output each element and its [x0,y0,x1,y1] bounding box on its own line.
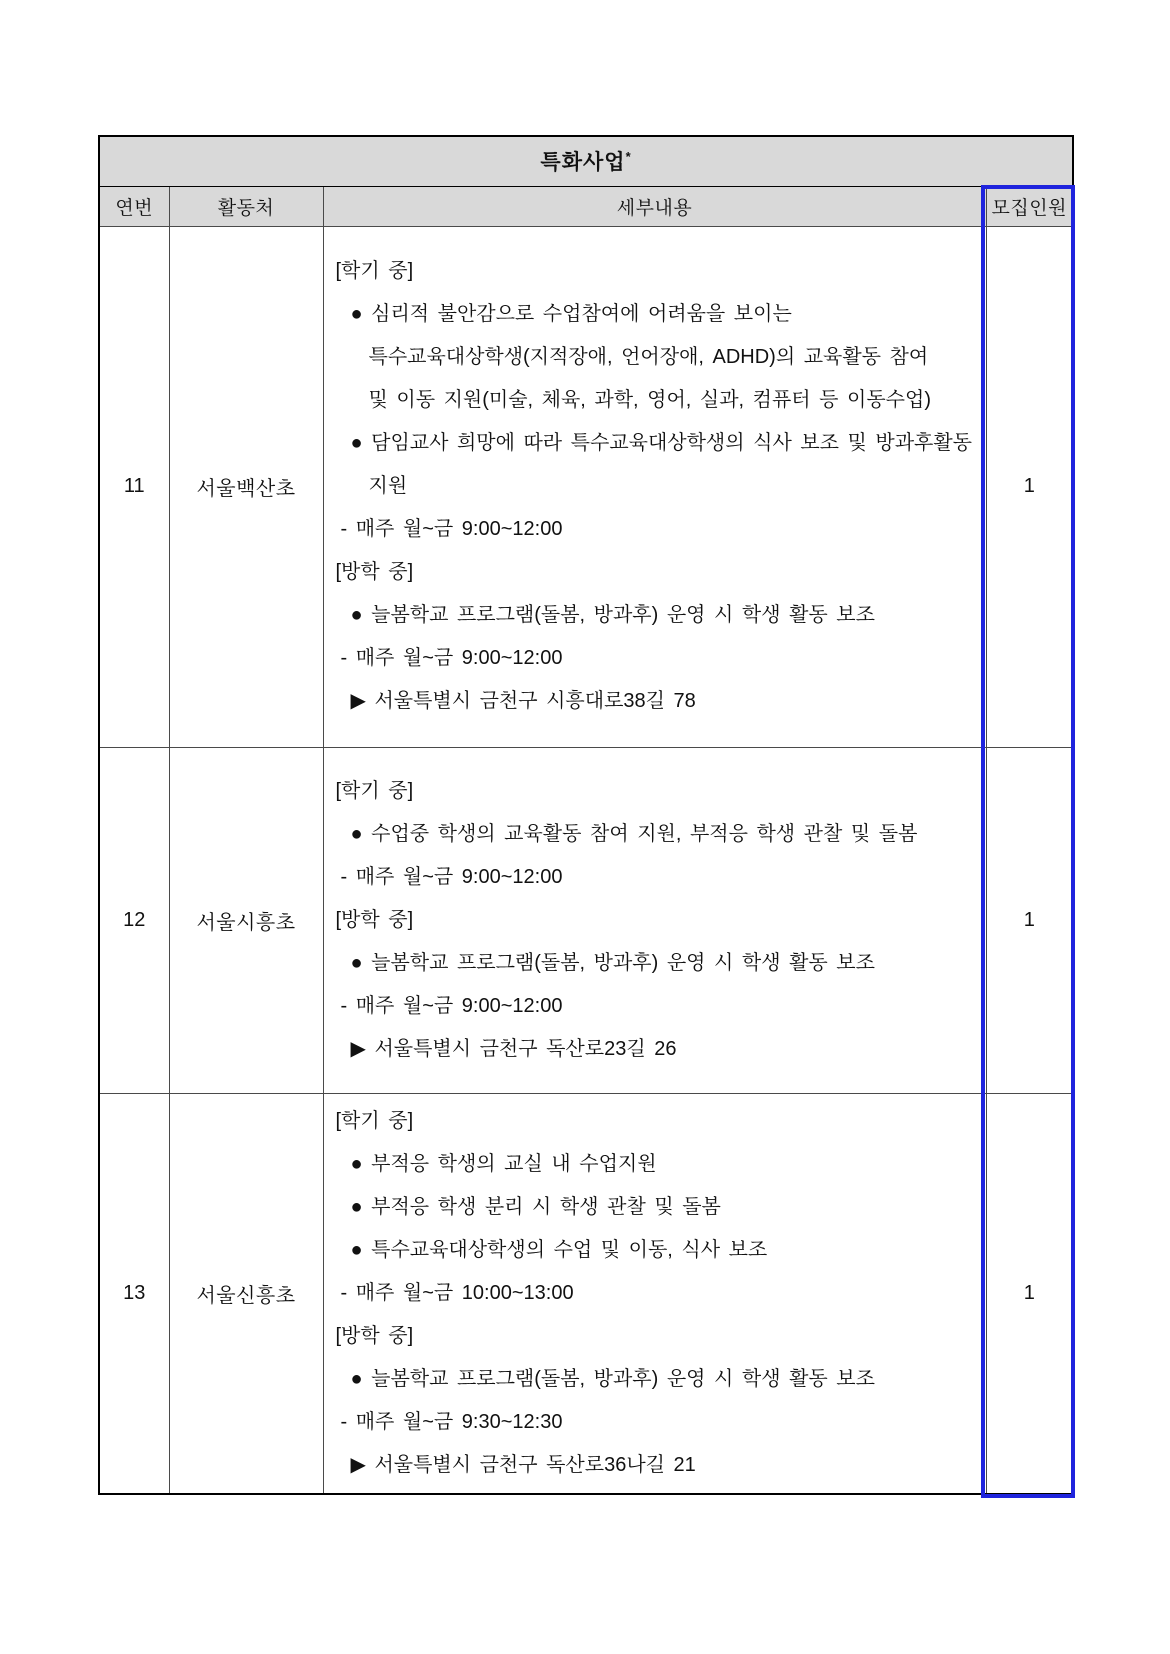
detail-line: ● 담임교사 희망에 따라 특수교육대상학생의 식사 보조 및 방과후활동 [350,432,972,454]
table [98,135,1074,1495]
table-row-13 [99,1093,1073,1494]
detail-line: ▶ 서울특별시 금천구 독산로23길 26 [350,1037,677,1060]
detail-line: ▶ 서울특별시 금천구 시흥대로38길 78 [350,690,696,712]
detail-line: ● 부적응 학생 분리 시 학생 관찰 및 돌봄 [350,1195,721,1218]
table-title-note: * [625,149,632,165]
detail-line: [학기 중] [335,779,414,802]
detail-line: ▶ 서울특별시 금천구 독산로36나길 21 [350,1453,696,1476]
detail-line: - 매주 월~금 10:00~13:00 [340,1281,574,1304]
detail-line: ● 늘봄학교 프로그램(돌봄, 방과후) 운영 시 학생 활동 보조 [350,951,875,974]
detail-line: - 매주 월~금 9:00~12:00 [340,994,563,1017]
row-no: 13 [99,1093,169,1494]
detail-line: [방학 중] [335,561,414,583]
row-recruit-count: 1 [986,747,1073,1093]
detail-line: - 매주 월~금 9:00~12:00 [340,647,563,669]
column-header-no: 연번 [99,186,169,226]
column-header-detail: 세부내용 [323,186,986,226]
detail-line: ● 심리적 불안감으로 수업참여에 어려움을 보이는 [350,303,792,325]
detail-line: - 매주 월~금 9:00~12:00 [340,865,563,888]
detail-line: ● 특수교육대상학생의 수업 및 이동, 식사 보조 [350,1238,768,1261]
detail-line: ● 수업중 학생의 교육활동 참여 지원, 부적응 학생 관찰 및 돌봄 [350,822,918,845]
row-no: 12 [99,747,169,1093]
row-place: 서울시흥초 [169,747,323,1093]
row-place: 서울신흥초 [169,1093,323,1494]
row-detail [323,1093,986,1494]
row-no: 11 [99,226,169,747]
row-detail [323,747,986,1093]
table-row-12 [99,747,1073,1093]
table-title-text: 특화사업 [540,151,626,175]
special-project-table [98,135,1072,1495]
detail-line: ● 부적응 학생의 교실 내 수업지원 [350,1152,657,1175]
detail-line: ● 늘봄학교 프로그램(돌봄, 방과후) 운영 시 학생 활동 보조 [350,1367,875,1390]
detail-line: 지원 [368,475,408,497]
row-recruit-count: 1 [986,1093,1073,1494]
table-row-11 [99,226,1073,747]
detail-line: [방학 중] [335,1324,414,1347]
column-header-place: 활동처 [169,186,323,226]
detail-line: - 매주 월~금 9:30~12:30 [340,1410,563,1433]
detail-line: 특수교육대상학생(지적장애, 언어장애, ADHD)의 교육활동 참여 [368,346,929,368]
row-detail [323,226,986,747]
detail-line: 및 이동 지원(미술, 체육, 과학, 영어, 실과, 컴퓨터 등 이동수업) [368,389,931,411]
row-recruit-count: 1 [986,226,1073,747]
table-title-row [99,136,1073,186]
detail-line: [학기 중] [335,1109,414,1132]
detail-line: [방학 중] [335,908,414,931]
detail-line: - 매주 월~금 9:00~12:00 [340,518,563,540]
detail-line: [학기 중] [335,260,414,282]
table-title [99,136,1073,186]
row-place: 서울백산초 [169,226,323,747]
table-header-row [99,186,1073,226]
detail-line: ● 늘봄학교 프로그램(돌봄, 방과후) 운영 시 학생 활동 보조 [350,604,875,626]
column-header-recruit: 모집인원 [986,186,1073,226]
